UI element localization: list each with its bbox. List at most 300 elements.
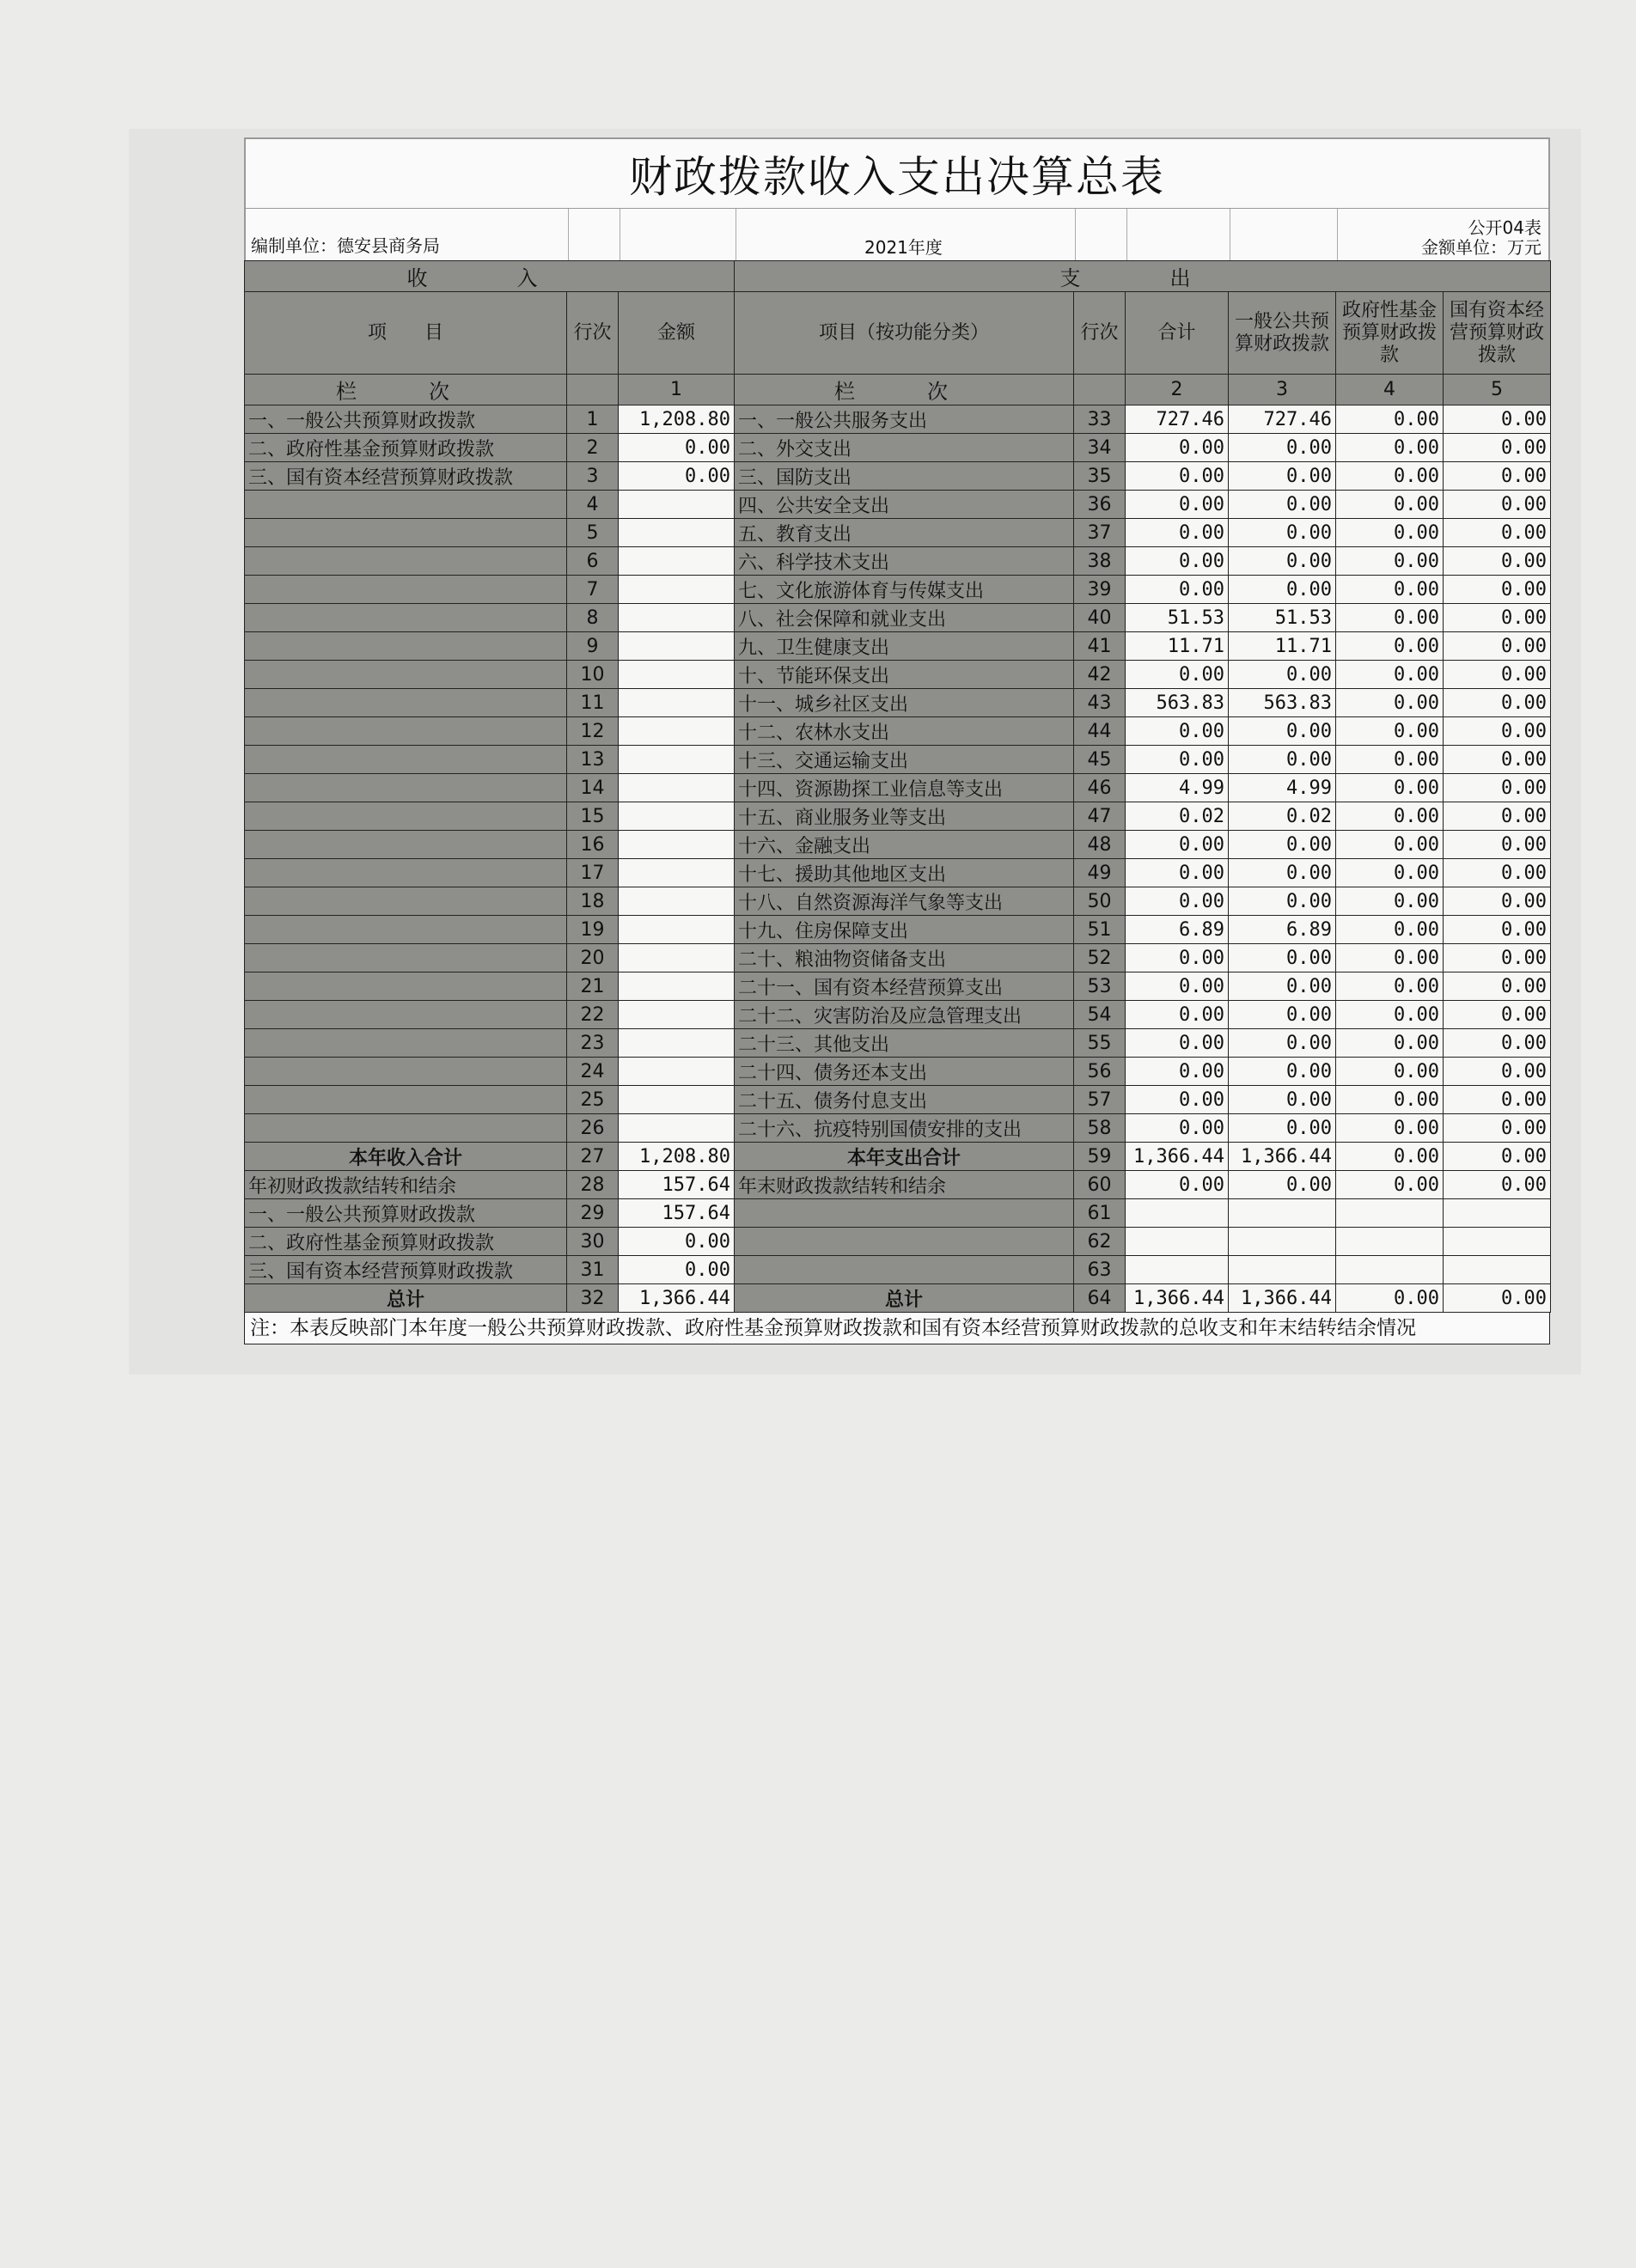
- income-amount: [619, 576, 735, 604]
- total-amount: 0.02: [1126, 802, 1229, 831]
- income-amount: [619, 519, 735, 547]
- income-row-no: 25: [567, 1086, 619, 1114]
- income-row-no: 24: [567, 1058, 619, 1086]
- state-amount: 0.00: [1444, 887, 1551, 916]
- col-index: 4: [1336, 375, 1444, 405]
- income-amount: [619, 774, 735, 802]
- income-row-no: 13: [567, 746, 619, 774]
- table-row: [245, 1001, 1551, 1029]
- meta-divider: [1126, 209, 1127, 260]
- total-amount: 0.00: [1126, 434, 1229, 462]
- total-amount: 0.00: [1126, 859, 1229, 887]
- table-row: [245, 1058, 1551, 1086]
- income-amount: [619, 1058, 735, 1086]
- income-row-no: 17: [567, 859, 619, 887]
- state-amount: 0.00: [1444, 746, 1551, 774]
- fund-amount: 0.00: [1336, 519, 1444, 547]
- income-row-no: 7: [567, 576, 619, 604]
- table-row: [245, 1171, 1551, 1199]
- total-amount: 1,366.44: [1126, 1143, 1229, 1171]
- total-amount: 0.00: [1126, 462, 1229, 491]
- income-amount: 0.00: [619, 1256, 735, 1284]
- income-item: 二、政府性基金预算财政拨款: [245, 434, 567, 462]
- state-amount: 0.00: [1444, 831, 1551, 859]
- table-row: [245, 1143, 1551, 1171]
- header-row-no: 行次: [1074, 292, 1126, 375]
- state-amount: 0.00: [1444, 859, 1551, 887]
- expense-item: 六、科学技术支出: [735, 547, 1074, 576]
- fund-amount: [1336, 1228, 1444, 1256]
- fund-amount: 0.00: [1336, 1029, 1444, 1058]
- state-amount: [1444, 1256, 1551, 1284]
- col-index: 2: [1126, 375, 1229, 405]
- general-amount: 727.46: [1229, 405, 1336, 434]
- total-amount: 11.71: [1126, 632, 1229, 661]
- income-amount: [619, 802, 735, 831]
- header-row-no: 行次: [567, 292, 619, 375]
- fund-amount: 0.00: [1336, 405, 1444, 434]
- table-row: [245, 916, 1551, 944]
- income-item: 二、政府性基金预算财政拨款: [245, 1228, 567, 1256]
- expense-row-no: 63: [1074, 1256, 1126, 1284]
- fund-amount: 0.00: [1336, 604, 1444, 632]
- income-item: 本年收入合计: [245, 1143, 567, 1171]
- income-item: 一、一般公共预算财政拨款: [245, 1199, 567, 1228]
- expense-row-no: 48: [1074, 831, 1126, 859]
- meta-divider: [1337, 209, 1338, 260]
- expense-item: 总计: [735, 1284, 1074, 1313]
- general-amount: 0.00: [1229, 462, 1336, 491]
- total-amount: 0.00: [1126, 576, 1229, 604]
- income-amount: [619, 717, 735, 746]
- fund-amount: 0.00: [1336, 1114, 1444, 1143]
- income-item: [245, 519, 567, 547]
- fund-amount: 0.00: [1336, 859, 1444, 887]
- expense-row-no: 50: [1074, 887, 1126, 916]
- total-amount: [1126, 1228, 1229, 1256]
- general-amount: 0.00: [1229, 944, 1336, 972]
- general-amount: 0.00: [1229, 1029, 1336, 1058]
- expense-row-no: 41: [1074, 632, 1126, 661]
- total-amount: [1126, 1199, 1229, 1228]
- state-amount: 0.00: [1444, 1114, 1551, 1143]
- expense-row-no: 56: [1074, 1058, 1126, 1086]
- total-amount: 51.53: [1126, 604, 1229, 632]
- fund-amount: 0.00: [1336, 972, 1444, 1001]
- general-amount: 0.00: [1229, 1001, 1336, 1029]
- state-amount: 0.00: [1444, 604, 1551, 632]
- table-row: [245, 689, 1551, 717]
- income-amount: 1,366.44: [619, 1284, 735, 1313]
- expense-row-no: 51: [1074, 916, 1126, 944]
- expense-row-no: 54: [1074, 1001, 1126, 1029]
- state-amount: 0.00: [1444, 944, 1551, 972]
- meta-row: [244, 209, 1550, 260]
- income-item: [245, 944, 567, 972]
- general-amount: [1229, 1228, 1336, 1256]
- expense-row-no: 37: [1074, 519, 1126, 547]
- table-row: [245, 887, 1551, 916]
- income-item: [245, 1086, 567, 1114]
- income-amount: 0.00: [619, 434, 735, 462]
- general-amount: 0.00: [1229, 746, 1336, 774]
- expense-row-no: 62: [1074, 1228, 1126, 1256]
- state-amount: [1444, 1199, 1551, 1228]
- expense-item: 二、外交支出: [735, 434, 1074, 462]
- table-row: [245, 1256, 1551, 1284]
- total-amount: 0.00: [1126, 1114, 1229, 1143]
- table-row: [245, 1086, 1551, 1114]
- state-amount: 0.00: [1444, 1058, 1551, 1086]
- fund-amount: 0.00: [1336, 887, 1444, 916]
- income-amount: [619, 661, 735, 689]
- income-row-no: 16: [567, 831, 619, 859]
- expense-item: 九、卫生健康支出: [735, 632, 1074, 661]
- fund-amount: 0.00: [1336, 831, 1444, 859]
- expense-row-no: 49: [1074, 859, 1126, 887]
- income-row-no: 20: [567, 944, 619, 972]
- income-item: [245, 1029, 567, 1058]
- income-item: [245, 859, 567, 887]
- income-amount: [619, 604, 735, 632]
- income-item: 三、国有资本经营预算财政拨款: [245, 462, 567, 491]
- income-item: [245, 746, 567, 774]
- table-row: [245, 746, 1551, 774]
- report-title: 财政拨款收入支出决算总表: [244, 137, 1550, 209]
- income-row-no: 9: [567, 632, 619, 661]
- table-row: [245, 1029, 1551, 1058]
- general-amount: 0.00: [1229, 519, 1336, 547]
- income-row-no: 30: [567, 1228, 619, 1256]
- income-row-no: 6: [567, 547, 619, 576]
- expense-item: 十四、资源勘探工业信息等支出: [735, 774, 1074, 802]
- total-amount: 0.00: [1126, 1029, 1229, 1058]
- income-amount: 1,208.80: [619, 405, 735, 434]
- total-amount: 1,366.44: [1126, 1284, 1229, 1313]
- income-item: [245, 632, 567, 661]
- table-row: [245, 831, 1551, 859]
- expense-item: 二十六、抗疫特别国债安排的支出: [735, 1114, 1074, 1143]
- expense-row-no: 36: [1074, 491, 1126, 519]
- general-amount: 0.00: [1229, 547, 1336, 576]
- income-amount: [619, 689, 735, 717]
- income-amount: [619, 632, 735, 661]
- general-amount: 0.00: [1229, 1058, 1336, 1086]
- income-item: 三、国有资本经营预算财政拨款: [245, 1256, 567, 1284]
- general-amount: 0.00: [1229, 491, 1336, 519]
- expense-row-no: 59: [1074, 1143, 1126, 1171]
- table-row: [245, 1284, 1551, 1313]
- expense-row-no: 57: [1074, 1086, 1126, 1114]
- expense-item: 十九、住房保障支出: [735, 916, 1074, 944]
- general-amount: 51.53: [1229, 604, 1336, 632]
- expense-item: 十一、城乡社区支出: [735, 689, 1074, 717]
- fund-amount: 0.00: [1336, 916, 1444, 944]
- col-index-empty: [1074, 375, 1126, 405]
- state-amount: 0.00: [1444, 547, 1551, 576]
- fiscal-year: 2021年度: [864, 237, 943, 258]
- budget-table: [244, 260, 1551, 1313]
- income-amount: [619, 916, 735, 944]
- income-amount: [619, 491, 735, 519]
- expense-item: 十五、商业服务业等支出: [735, 802, 1074, 831]
- general-amount: 4.99: [1229, 774, 1336, 802]
- col-label: 栏 次: [245, 375, 567, 405]
- general-amount: 0.02: [1229, 802, 1336, 831]
- header-total: 合计: [1126, 292, 1229, 375]
- expense-row-no: 38: [1074, 547, 1126, 576]
- expense-item: 八、社会保障和就业支出: [735, 604, 1074, 632]
- income-amount: [619, 831, 735, 859]
- col-label: 栏 次: [735, 375, 1074, 405]
- header-state: 国有资本经营预算财政拨款: [1444, 292, 1551, 375]
- income-row-no: 21: [567, 972, 619, 1001]
- expense-item: 十六、金融支出: [735, 831, 1074, 859]
- meta-divider: [568, 209, 569, 260]
- expense-item: [735, 1256, 1074, 1284]
- income-amount: [619, 1086, 735, 1114]
- expense-section-header: 支 出: [735, 261, 1551, 292]
- expense-row-no: 61: [1074, 1199, 1126, 1228]
- table-row: [245, 774, 1551, 802]
- expense-item: 二十、粮油物资储备支出: [735, 944, 1074, 972]
- state-amount: 0.00: [1444, 1029, 1551, 1058]
- income-item: [245, 802, 567, 831]
- income-row-no: 18: [567, 887, 619, 916]
- state-amount: 0.00: [1444, 689, 1551, 717]
- income-item: [245, 1114, 567, 1143]
- expense-item: 十八、自然资源海洋气象等支出: [735, 887, 1074, 916]
- income-row-no: 26: [567, 1114, 619, 1143]
- income-amount: [619, 1001, 735, 1029]
- total-amount: [1126, 1256, 1229, 1284]
- state-amount: 0.00: [1444, 632, 1551, 661]
- income-row-no: 2: [567, 434, 619, 462]
- expense-row-no: 39: [1074, 576, 1126, 604]
- income-amount: [619, 746, 735, 774]
- income-item: [245, 972, 567, 1001]
- expense-item: 十二、农林水支出: [735, 717, 1074, 746]
- total-amount: 0.00: [1126, 831, 1229, 859]
- income-item: 一、一般公共预算财政拨款: [245, 405, 567, 434]
- income-item: [245, 831, 567, 859]
- header-general: 一般公共预算财政拨款: [1229, 292, 1336, 375]
- total-amount: 0.00: [1126, 1171, 1229, 1199]
- footnote: 注：本表反映部门本年度一般公共预算财政拨款、政府性基金预算财政拨款和国有资本经营预算财政拨款的总收支和年末结转结余情况: [244, 1313, 1550, 1344]
- fund-amount: 0.00: [1336, 1001, 1444, 1029]
- expense-item: 年末财政拨款结转和结余: [735, 1171, 1074, 1199]
- income-row-no: 12: [567, 717, 619, 746]
- income-item: [245, 916, 567, 944]
- income-amount: [619, 972, 735, 1001]
- col-index: 5: [1444, 375, 1551, 405]
- general-amount: 11.71: [1229, 632, 1336, 661]
- header-item-func: 项目（按功能分类）: [735, 292, 1074, 375]
- header-fund: 政府性基金预算财政拨款: [1336, 292, 1444, 375]
- fund-amount: 0.00: [1336, 944, 1444, 972]
- income-item: [245, 887, 567, 916]
- expense-item: [735, 1228, 1074, 1256]
- general-amount: 0.00: [1229, 661, 1336, 689]
- expense-item: 本年支出合计: [735, 1143, 1074, 1171]
- income-amount: 1,208.80: [619, 1143, 735, 1171]
- income-row-no: 29: [567, 1199, 619, 1228]
- fund-amount: 0.00: [1336, 661, 1444, 689]
- income-item: 年初财政拨款结转和结余: [245, 1171, 567, 1199]
- income-row-no: 22: [567, 1001, 619, 1029]
- total-amount: 0.00: [1126, 717, 1229, 746]
- expense-row-no: 46: [1074, 774, 1126, 802]
- total-amount: 0.00: [1126, 1086, 1229, 1114]
- general-amount: 0.00: [1229, 887, 1336, 916]
- state-amount: 0.00: [1444, 717, 1551, 746]
- income-item: [245, 491, 567, 519]
- income-amount: 0.00: [619, 462, 735, 491]
- expense-row-no: 58: [1074, 1114, 1126, 1143]
- expense-item: 一、一般公共服务支出: [735, 405, 1074, 434]
- table-row: [245, 547, 1551, 576]
- state-amount: [1444, 1228, 1551, 1256]
- expense-item: 十三、交通运输支出: [735, 746, 1074, 774]
- total-amount: 0.00: [1126, 944, 1229, 972]
- fund-amount: 0.00: [1336, 689, 1444, 717]
- income-amount: [619, 859, 735, 887]
- expense-item: [735, 1199, 1074, 1228]
- expense-item: 七、文化旅游体育与传媒支出: [735, 576, 1074, 604]
- general-amount: 0.00: [1229, 972, 1336, 1001]
- expense-row-no: 55: [1074, 1029, 1126, 1058]
- state-amount: 0.00: [1444, 405, 1551, 434]
- fund-amount: 0.00: [1336, 1284, 1444, 1313]
- state-amount: 0.00: [1444, 1143, 1551, 1171]
- income-row-no: 8: [567, 604, 619, 632]
- expense-row-no: 34: [1074, 434, 1126, 462]
- col-index: 3: [1229, 375, 1336, 405]
- money-unit: 金额单位：万元: [1421, 237, 1541, 258]
- income-row-no: 14: [567, 774, 619, 802]
- fund-amount: 0.00: [1336, 434, 1444, 462]
- expense-row-no: 53: [1074, 972, 1126, 1001]
- total-amount: 0.00: [1126, 491, 1229, 519]
- total-amount: 0.00: [1126, 1001, 1229, 1029]
- state-amount: 0.00: [1444, 802, 1551, 831]
- income-item: [245, 576, 567, 604]
- state-amount: 0.00: [1444, 1086, 1551, 1114]
- income-item: [245, 774, 567, 802]
- income-amount: 0.00: [619, 1228, 735, 1256]
- income-amount: [619, 547, 735, 576]
- general-amount: 563.83: [1229, 689, 1336, 717]
- table-row: [245, 519, 1551, 547]
- income-section-header: 收 入: [245, 261, 735, 292]
- general-amount: [1229, 1199, 1336, 1228]
- total-amount: 0.00: [1126, 661, 1229, 689]
- section-header-row: [245, 261, 1551, 292]
- expense-item: 二十三、其他支出: [735, 1029, 1074, 1058]
- general-amount: 0.00: [1229, 576, 1336, 604]
- table-row: [245, 434, 1551, 462]
- expense-row-no: 42: [1074, 661, 1126, 689]
- income-row-no: 10: [567, 661, 619, 689]
- income-row-no: 23: [567, 1029, 619, 1058]
- fund-amount: 0.00: [1336, 1058, 1444, 1086]
- expense-row-no: 40: [1074, 604, 1126, 632]
- general-amount: 0.00: [1229, 434, 1336, 462]
- fund-amount: 0.00: [1336, 1171, 1444, 1199]
- header-amount: 金额: [619, 292, 735, 375]
- col-index: 1: [619, 375, 735, 405]
- total-amount: 0.00: [1126, 972, 1229, 1001]
- column-header-row: [245, 292, 1551, 375]
- income-row-no: 28: [567, 1171, 619, 1199]
- state-amount: 0.00: [1444, 519, 1551, 547]
- general-amount: 0.00: [1229, 859, 1336, 887]
- column-index-row: [245, 375, 1551, 405]
- table-row: [245, 491, 1551, 519]
- header-item: 项 目: [245, 292, 567, 375]
- table-row: [245, 1199, 1551, 1228]
- state-amount: 0.00: [1444, 1284, 1551, 1313]
- expense-item: 二十二、灾害防治及应急管理支出: [735, 1001, 1074, 1029]
- expense-item: 二十四、债务还本支出: [735, 1058, 1074, 1086]
- fund-amount: 0.00: [1336, 632, 1444, 661]
- income-row-no: 11: [567, 689, 619, 717]
- income-row-no: 3: [567, 462, 619, 491]
- expense-row-no: 60: [1074, 1171, 1126, 1199]
- general-amount: 6.89: [1229, 916, 1336, 944]
- fund-amount: 0.00: [1336, 462, 1444, 491]
- general-amount: [1229, 1256, 1336, 1284]
- table-row: [245, 802, 1551, 831]
- fund-amount: 0.00: [1336, 802, 1444, 831]
- total-amount: 727.46: [1126, 405, 1229, 434]
- total-amount: 0.00: [1126, 519, 1229, 547]
- compiling-unit: 编制单位：德安县商务局: [251, 235, 440, 256]
- state-amount: 0.00: [1444, 1171, 1551, 1199]
- expense-row-no: 64: [1074, 1284, 1126, 1313]
- state-amount: 0.00: [1444, 462, 1551, 491]
- expense-row-no: 35: [1074, 462, 1126, 491]
- income-item: [245, 1001, 567, 1029]
- table-row: [245, 972, 1551, 1001]
- income-item: 总计: [245, 1284, 567, 1313]
- income-row-no: 31: [567, 1256, 619, 1284]
- col-index-empty: [567, 375, 619, 405]
- fund-amount: [1336, 1199, 1444, 1228]
- income-amount: [619, 1114, 735, 1143]
- fund-amount: 0.00: [1336, 1086, 1444, 1114]
- expense-item: 十、节能环保支出: [735, 661, 1074, 689]
- table-row: [245, 632, 1551, 661]
- table-row: [245, 661, 1551, 689]
- table-row: [245, 717, 1551, 746]
- fund-amount: 0.00: [1336, 1143, 1444, 1171]
- general-amount: 1,366.44: [1229, 1143, 1336, 1171]
- income-row-no: 32: [567, 1284, 619, 1313]
- income-amount: [619, 944, 735, 972]
- state-amount: 0.00: [1444, 491, 1551, 519]
- income-item: [245, 717, 567, 746]
- expense-item: 二十五、债务付息支出: [735, 1086, 1074, 1114]
- table-row: [245, 1114, 1551, 1143]
- income-row-no: 15: [567, 802, 619, 831]
- income-row-no: 5: [567, 519, 619, 547]
- expense-item: 五、教育支出: [735, 519, 1074, 547]
- income-row-no: 19: [567, 916, 619, 944]
- table-row: [245, 405, 1551, 434]
- general-amount: 0.00: [1229, 717, 1336, 746]
- expense-row-no: 52: [1074, 944, 1126, 972]
